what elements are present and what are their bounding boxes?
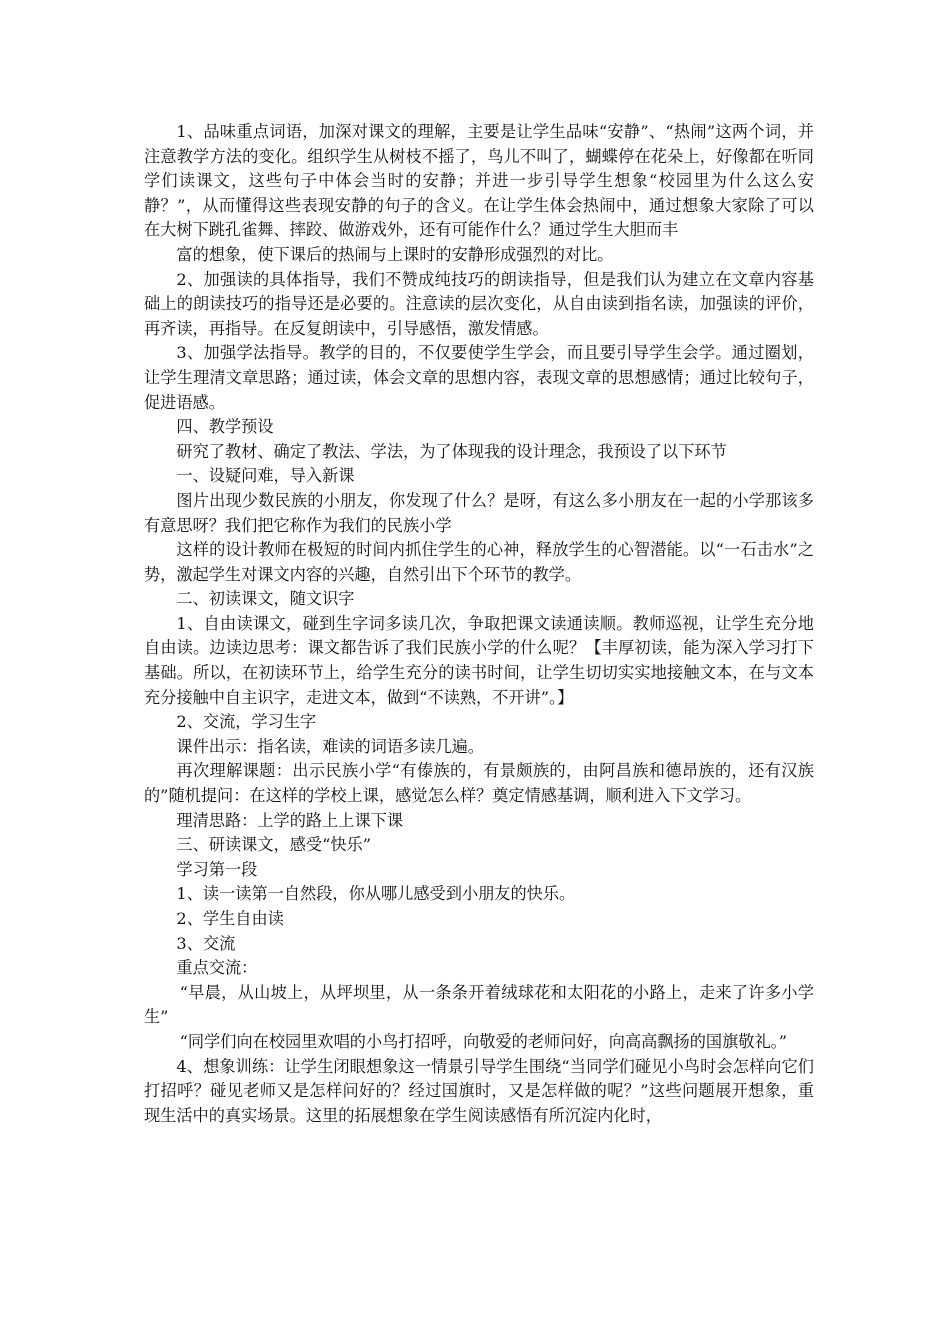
paragraph-text: 4、想象训练：让学生闭眼想象这一情景引导学生围绕“当同学们碰见小鸟时会怎样向它们打招呼？碰见老师又是怎样问好的？经过国旗时，又是怎样做的呢？”这些问题展开想象，重现生活中的真实场景。这里的拓展想象在学生阅读感悟有所沉淀内化时， xyxy=(144,1056,814,1125)
section-heading: 四、教学预设 xyxy=(176,417,274,437)
paragraph-text: 学习第一段 xyxy=(176,859,258,879)
document-page xyxy=(144,120,814,1128)
paragraph-text: 再次理解课题：出示民族小学“有傣族的，有景颇族的，由阿昌族和德昂族的，还有汉族的”随机提问：在这样的学校上课，感觉怎么样？奠定情感基调，顺利进入下文学习。 xyxy=(144,761,814,806)
paragraph-text: 1、自由读课文，碰到生字词多读几次，争取把课文读通读顺。教师巡视，让学生充分地自由读。边读边思考：课文都告诉了我们民族小学的什么呢？【丰厚初读，能为深入学习打下基础。所以，在初读环节上，给学生充分的读书时间，让学生切切实实地接触文本，在与文本充分接触中自主识字，走进文本，做到“不读熟，不开讲”。】 xyxy=(144,613,814,707)
paragraph-text: 2、学生自由读 xyxy=(176,909,284,928)
paragraph-text: 课件出示：指名读，难读的词语多读几遍。 xyxy=(176,736,484,756)
paragraph-text: 2、加强读的具体指导，我们不赞成纯技巧的朗读指导，但是我们认为建立在文章内容基础上的朗读技巧的指导还是必要的。注意读的层次变化，从自由读到指名读，加强读的评价，再齐读，再指导。在反复朗读中，引导感悟，激发情感。 xyxy=(144,269,814,338)
quoted-sentence: “早晨，从山坡上，从坪坝里，从一条条开着绒球花和太阳花的小路上，走来了许多小学生” xyxy=(144,982,814,1027)
paragraph-text: 2、交流，学习生字 xyxy=(176,712,317,732)
section-heading: 三、研读课文，感受“快乐” xyxy=(176,835,372,855)
paragraph-text: 这样的设计教师在极短的时间内抓住学生的心神，释放学生的心智潜能。以“一石击水”之势，激起学生对课文内容的兴趣，自然引出下个环节的教学。 xyxy=(144,540,814,584)
paragraph-text: 3、交流 xyxy=(176,933,236,953)
paragraph-text: 1、品味重点词语，加深对课文的理解，主要是让学生品味“安静”、“热闹”这两个词，并注意教学方法的变化。组织学生从树枝不摇了，鸟儿不叫了，蝴蝶停在花朵上，好像都在听同学们读课文，这些句子中体会当时的安静；并进一步引导学生想象“校园里为什么这么安静？”，从而懂得这些表现安静的句子的含义。在让学生体会热闹中，通过想象大家除了可以在大树下跳孔雀舞、摔跤、做游戏外，还有可能作什么？通过学生大胆而丰 xyxy=(144,122,814,240)
paragraph-text: 3、加强学法指导。教学的目的，不仅要使学生学会，而且要引导学生会学。通过圈划，让学生理清文章思路；通过读，体会文章的思想内容，表现文章的思想感情；通过比较句子，促进语感。 xyxy=(144,343,814,412)
paragraph-text: 富的想象，使下课后的热闹与上课时的安静形成强烈的对比。 xyxy=(176,244,614,264)
paragraph-text: 重点交流： xyxy=(176,958,258,978)
paragraph-text: 理清思路：上学的路上上课下课 xyxy=(176,810,404,830)
section-heading: 二、初读课文，随文识字 xyxy=(176,589,355,609)
section-heading: 一、设疑问难，导入新课 xyxy=(176,466,355,486)
quoted-sentence: “同学们向在校园里欢唱的小鸟打招呼，向敬爱的老师问好，向高高飘扬的国旗敬礼。” xyxy=(179,1031,788,1051)
paragraph-text: 图片出现少数民族的小朋友，你发现了什么？是呀，有这么多小朋友在一起的小学那该多有意思呀？我们把它称作为我们的民族小学 xyxy=(144,490,814,535)
paragraph-text: 研究了教材、确定了教法、学法，为了体现我的设计理念，我预设了以下环节 xyxy=(176,441,727,461)
paragraph-text: 1、读一读第一自然段，你从哪儿感受到小朋友的快乐。 xyxy=(176,884,576,904)
